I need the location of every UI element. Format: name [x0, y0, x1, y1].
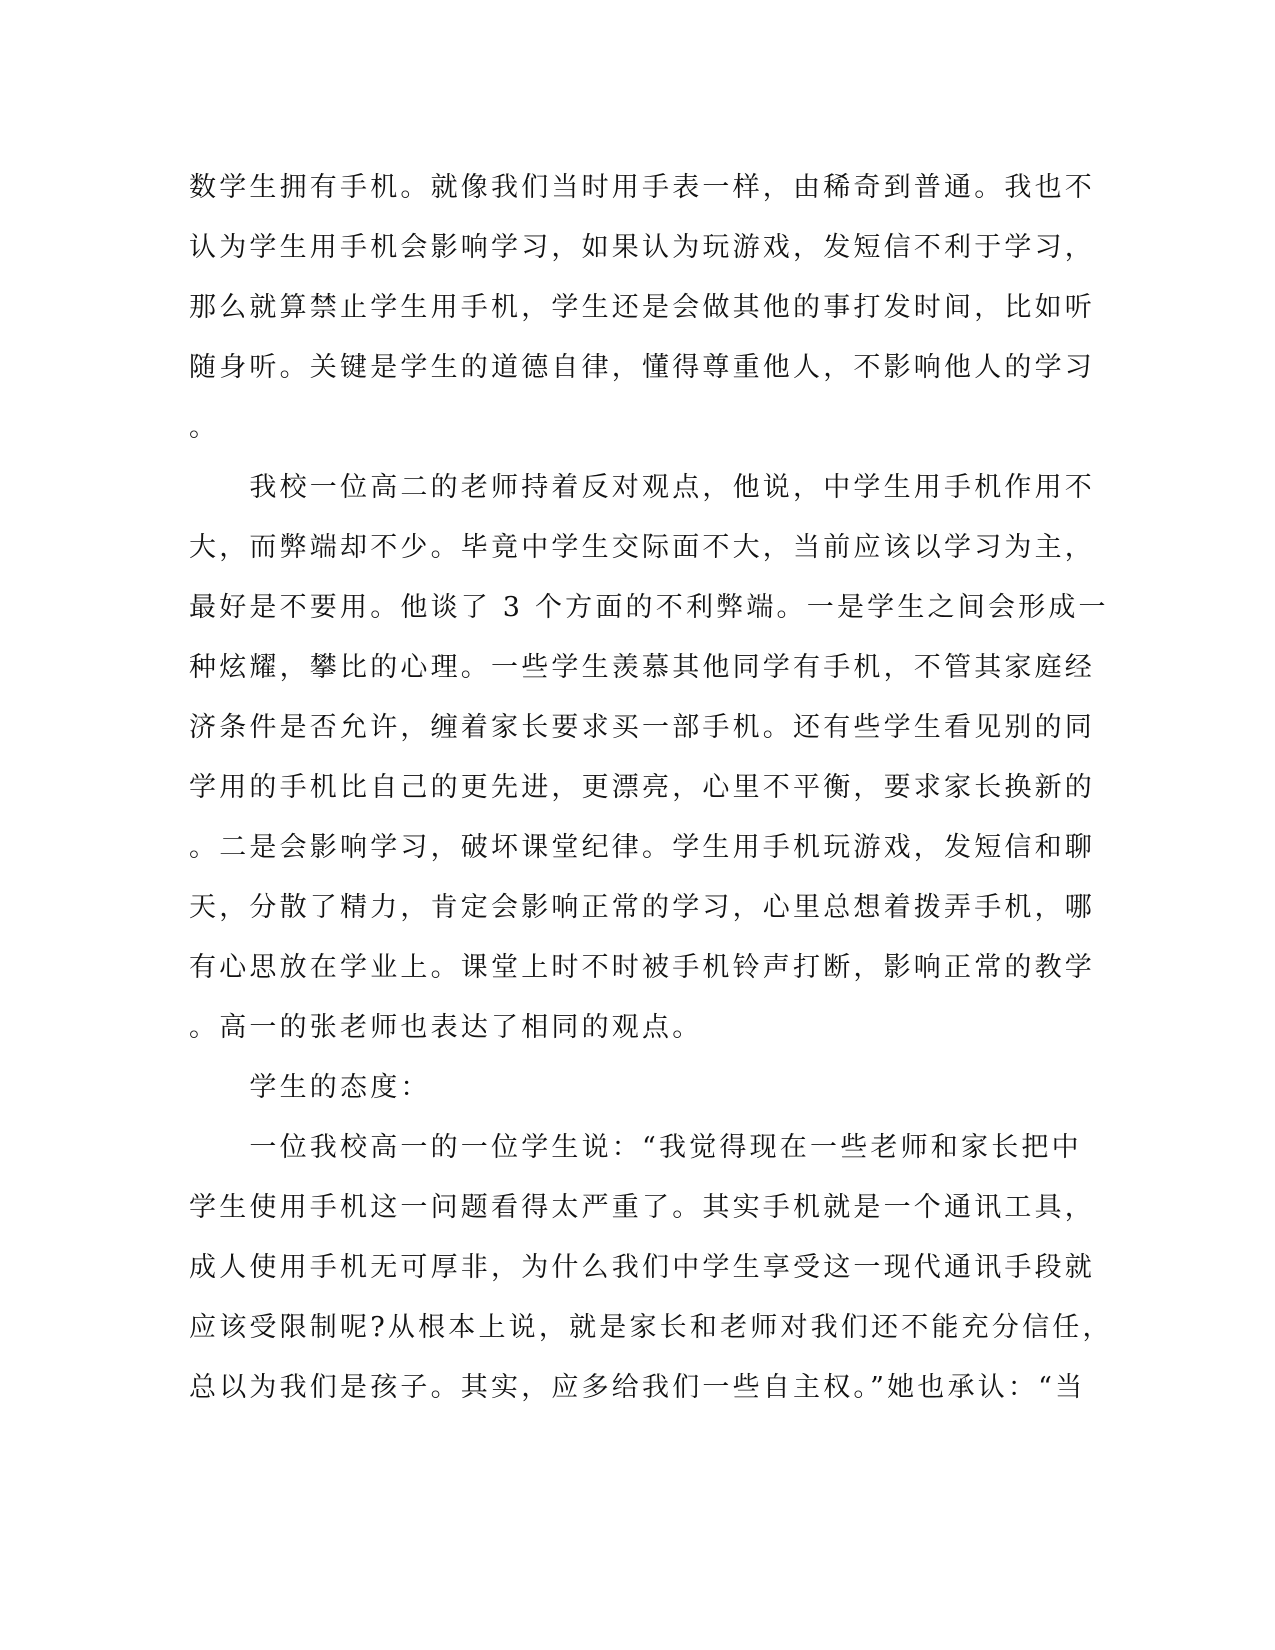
text-line: 成人使用手机无可厚非，为什么我们中学生享受这一现代通讯手段就 — [189, 1252, 1095, 1283]
text-line: 一位我校高一的一位学生说：“我觉得现在一些老师和家长把中 — [189, 1132, 1082, 1163]
text-line: 。二是会影响学习，破坏课堂纪律。学生用手机玩游戏，发短信和聊 — [189, 832, 1095, 863]
text-line: 那么就算禁止学生用手机，学生还是会做其他的事打发时间，比如听 — [189, 292, 1095, 323]
text-line: 。 — [189, 412, 220, 443]
text-line: 最好是不要用。他谈了 3 个方面的不利弊端。一是学生之间会形成一 — [189, 592, 1109, 623]
text-line: 数学生拥有手机。就像我们当时用手表一样，由稀奇到普通。我也不 — [189, 172, 1095, 203]
text-line: 学生的态度： — [189, 1072, 431, 1103]
text-line: 学生使用手机这一问题看得太严重了。其实手机就是一个通讯工具， — [189, 1192, 1095, 1223]
text-line: 随身听。关键是学生的道德自律，懂得尊重他人，不影响他人的学习 — [189, 352, 1095, 383]
text-line: 认为学生用手机会影响学习，如果认为玩游戏，发短信不利于学习， — [189, 232, 1095, 263]
text-line: 种炫耀，攀比的心理。一些学生羡慕其他同学有手机，不管其家庭经 — [189, 652, 1095, 683]
text-line: 济条件是否允许，缠着家长要求买一部手机。还有些学生看见别的同 — [189, 712, 1095, 743]
text-line: 大，而弊端却不少。毕竟中学生交际面不大，当前应该以学习为主， — [189, 532, 1095, 563]
text-line: 总以为我们是孩子。其实，应多给我们一些自主权。”她也承认：“当 — [189, 1372, 1086, 1403]
text-line: 天，分散了精力，肯定会影响正常的学习，心里总想着拨弄手机，哪 — [189, 892, 1095, 923]
text-line: 。高一的张老师也表达了相同的观点。 — [189, 1012, 703, 1043]
text-line: 应该受限制呢?从根本上说，就是家长和老师对我们还不能充分信任， — [189, 1312, 1113, 1343]
text-line: 有心思放在学业上。课堂上时不时被手机铃声打断，影响正常的教学 — [189, 952, 1095, 983]
text-line: 我校一位高二的老师持着反对观点，他说，中学生用手机作用不 — [189, 472, 1095, 503]
text-line: 学用的手机比自己的更先进，更漂亮，心里不平衡，要求家长换新的 — [189, 772, 1095, 803]
